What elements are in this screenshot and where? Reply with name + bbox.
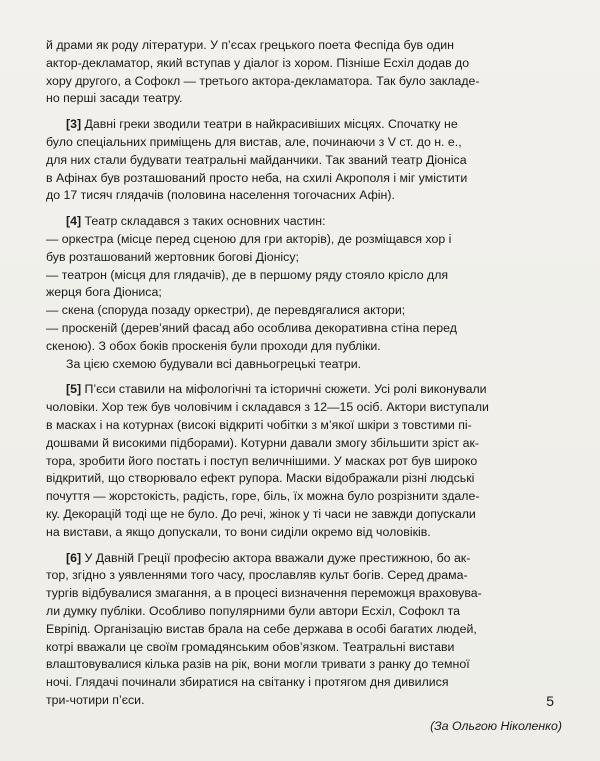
text-line: до 17 тисяч глядачів (половина населення тогочасних Афін). (46, 188, 395, 203)
text-line: тор, згідно з уявленнями того часу, прославляв культ богів. Серед драма- (46, 568, 468, 583)
text-line: чоловіки. Хор теж був чоловічим і складався з 12—15 осіб. Актори виступали (46, 400, 489, 415)
text-line: для них стали будувати театральні майданчики. Так званий театр Діоніса (46, 152, 467, 167)
text-line: Евріпід. Організацію вистав брала на себе держава в особі багатих людей, (46, 621, 477, 636)
text-line: скеною). З обох боків проскенія були проходи для публіки. (46, 338, 381, 353)
paragraph-1 (46, 37, 562, 108)
text-fragment: У Давній Греції професію актора вважали дуже престижною, бо ак- (81, 550, 471, 565)
text-line: три-чотири п’єси. (46, 692, 145, 707)
text-line: ку. Декорацій тоді ще не було. До речі, жінок у ті часи не завжди допускали (46, 506, 476, 521)
text-line: ли думку публіки. Особливо популярними були автори Есхіл, Софокл та (46, 603, 461, 618)
text-line: в масках і на котурнах (високі відкриті чобітки з м’якої шкіри з товстими пі- (46, 417, 472, 432)
text-line: й драми як роду літератури. У п’єсах грецького поета Феспіда був один (46, 38, 454, 52)
text-line: на вистави, а якщо допускали, то вони сиділи окремо від чоловіків. (46, 524, 431, 539)
text-line: За цією схемою будували всі давньогрецькі театри. (66, 356, 362, 371)
paragraph-6 (46, 550, 562, 710)
paragraph-number: [5] (66, 382, 82, 397)
text-line: актор-декламатор, який вступав у діалог із хором. Пізніше Есхіл додав до (46, 55, 470, 70)
text-line: — оркестра (місце перед сценою для гри акторів), де розміщався хор і (46, 231, 452, 246)
paragraph-number: [6] (66, 550, 82, 565)
text-line (46, 550, 562, 568)
document-body (46, 37, 562, 735)
text-line: — скена (споруда позаду оркестри), де перевдягалися актори; (46, 303, 406, 318)
text-line: котрі вважали це своїм громадянським обов’язком. Театральні вистави (46, 639, 455, 654)
text-line: влаштовувалися кілька разів на рік, вони могли тривати з ранку до темної (46, 657, 470, 672)
text-line: дошвами й високими підборами). Котурни давали змогу збільшити зріст ак- (46, 435, 480, 450)
text-line: — театрон (місця для глядачів), де в першому ряду стояло крісло для (46, 267, 449, 282)
text-line: хору другого, а Софокл — третього актора-декламатора. Так було закладе- (46, 73, 480, 88)
attribution: (За Ольгою Ніколенко) (430, 718, 562, 733)
paragraph-5 (46, 381, 562, 541)
text-fragment: Театр складався з таких основних частин: (81, 214, 326, 229)
text-fragment: Давні греки зводили театри в найкрасивіших місцях. Спочатку не (81, 117, 458, 132)
text-fragment: П’єси ставили на міфологічні та історичні сюжети. Усі ролі виконували (81, 382, 487, 397)
text-line: тора, зробити його постать і поступ величнішими. У масках рот був широко (46, 453, 478, 468)
paragraph-number: [4] (66, 214, 82, 229)
paragraph-number: [3] (66, 117, 82, 132)
text-line (46, 381, 562, 399)
text-line: був розташований жертовник богові Діонісу; (46, 249, 299, 264)
paragraph-4 (46, 213, 562, 373)
text-line (46, 213, 562, 231)
paragraph-3 (46, 116, 562, 205)
text-line: тургів відбувалися змагання, а в процесі визначення переможця враховува- (46, 586, 482, 601)
page-number: 5 (546, 693, 554, 709)
text-line: було спеціальних приміщень для вистав, але, починаючи з V ст. до н. е., (46, 134, 462, 149)
text-line (46, 116, 562, 134)
text-line: жерця бога Діониса; (46, 285, 162, 300)
text-line: відкритий, що створювало ефект рупора. Маски відображали різні людські (46, 471, 475, 486)
text-line: но перші засади театру. (46, 91, 183, 106)
text-line: в Афінах був розташований просто неба, на схилі Акрополя і міг умістити (46, 170, 468, 185)
text-line: — проскеній (дерев’яний фасад або особлива декоративна стіна перед (46, 320, 457, 335)
text-line: ночі. Глядачі починали збиратися на світанку і протягом дня дивилися (46, 675, 449, 690)
text-line: почуття — жорстокість, радість, горе, біль, їх можна було розрізнити здале- (46, 489, 480, 504)
